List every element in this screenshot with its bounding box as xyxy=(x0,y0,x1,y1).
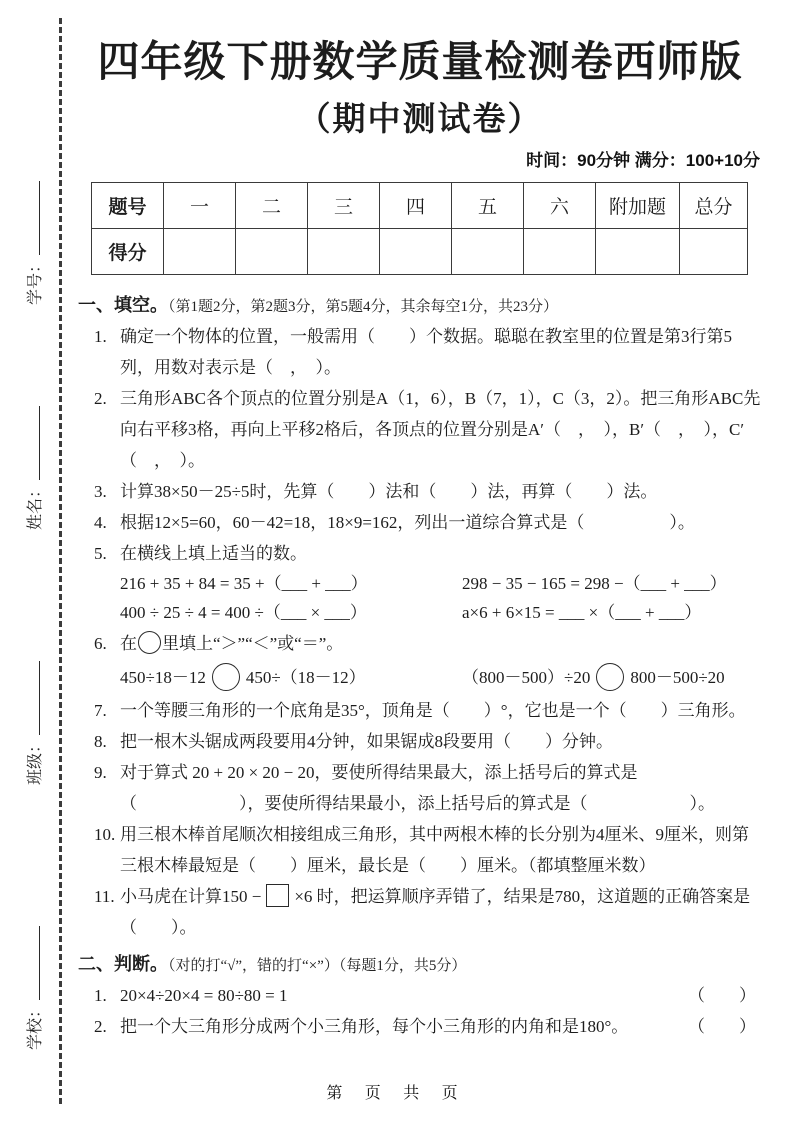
score-table xyxy=(91,182,748,275)
student-name-blank xyxy=(23,406,40,480)
question-9 xyxy=(78,757,762,819)
score-cell-empty xyxy=(680,229,748,275)
question-11 xyxy=(78,881,762,943)
seal-dashed-line xyxy=(59,18,62,1104)
page-footer: 第 页 共 页 xyxy=(326,1085,467,1102)
section-note: （第1题2分，第2题3分，第5题4分，其余每空1分，共23分） xyxy=(168,299,559,315)
question-5-equations-row2 xyxy=(78,598,762,627)
student-name-field xyxy=(22,380,48,530)
question-number: 1. xyxy=(94,327,107,346)
question-text: 用三根木棒首尾顺次相接组成三角形，其中两根木棒的长分别为4厘米、9厘米，则第三根木棒最短是（ ）厘米，最长是（ ）厘米。（都填整厘米数） xyxy=(120,825,749,875)
equation-part: 800－500÷20 xyxy=(630,668,725,687)
score-cell-empty xyxy=(596,229,680,275)
equation xyxy=(120,661,462,695)
question-number: 3. xyxy=(94,482,107,501)
equation: 298 − 35 − 165 = 298 −（___ + ___） xyxy=(462,574,727,593)
school-label: 学校： xyxy=(27,1001,44,1050)
equation-part: 450÷（18－12） xyxy=(245,668,366,687)
class-blank xyxy=(23,661,40,735)
question-text xyxy=(120,627,762,661)
question-6 xyxy=(78,627,762,661)
answer-brackets: （ ） xyxy=(688,1017,756,1036)
question-number: 11. xyxy=(94,887,115,906)
question-text-part: 在 xyxy=(120,634,137,653)
section-title: 一、填空。 xyxy=(78,295,168,315)
judge-question-1 xyxy=(78,980,762,1011)
question-10 xyxy=(78,819,762,881)
question-number: 8. xyxy=(94,732,107,751)
judge-section-heading xyxy=(78,951,762,980)
question-text xyxy=(120,881,762,943)
question-text: 把一根木头锯成两段要用4分钟，如果锯成8段要用（ ）分钟。 xyxy=(120,732,613,751)
compare-circle-icon xyxy=(596,663,624,691)
question-text-part: ×6 时，把运算顺序弄错了，结果是780，这道题的正确答案是（ ）。 xyxy=(120,887,751,937)
question-text-part: 小马虎在计算150 − xyxy=(120,887,262,906)
equation: a×6 + 6×15 = ___ ×（___ + ___） xyxy=(462,603,702,622)
score-header-cell: 附加题 xyxy=(596,183,680,229)
question-text: 三角形ABC各个顶点的位置分别是A（1，6），B（7，1），C（3，2）。把三角形ABC先向右平移3格，再向上平移2格后，各顶点的位置分别是A′（ ， ），B′（ ， ），C′（ ， ）。 xyxy=(120,389,761,470)
question-8 xyxy=(78,726,762,757)
page-title: 四年级下册数学质量检测卷西师版 xyxy=(97,38,743,85)
score-header-cell: 总分 xyxy=(680,183,748,229)
question-text: 把一个大三角形分成两个小三角形，每个小三角形的内角和是180°。 xyxy=(120,1017,629,1036)
question-7 xyxy=(78,695,762,726)
question-5-equations-row1 xyxy=(78,569,762,598)
answer-brackets: （ ） xyxy=(688,986,756,1005)
question-number: 7. xyxy=(94,701,107,720)
score-header-cell: 一 xyxy=(164,183,236,229)
judge-question-2 xyxy=(78,1011,762,1042)
score-cell-empty xyxy=(308,229,380,275)
question-text: 在横线上填上适当的数。 xyxy=(120,544,307,563)
question-5 xyxy=(78,538,762,569)
school-blank xyxy=(23,926,40,1000)
equation: 216 + 35 + 84 = 35 +（___ + ___） xyxy=(120,574,368,593)
score-table-score-row xyxy=(92,229,748,275)
question-text: 20×4÷20×4 = 80÷80 = 1 xyxy=(120,986,288,1005)
student-id-blank xyxy=(23,181,40,255)
question-number: 6. xyxy=(94,634,107,653)
equation-part: 450÷18－12 xyxy=(120,668,206,687)
equation: 400 ÷ 25 ÷ 4 = 400 ÷（___ × ___） xyxy=(120,603,367,622)
compare-circle-icon xyxy=(138,631,161,654)
question-1 xyxy=(78,321,762,383)
score-cell-empty xyxy=(380,229,452,275)
score-cell-empty xyxy=(164,229,236,275)
score-header-cell: 三 xyxy=(308,183,380,229)
score-cell-empty xyxy=(452,229,524,275)
question-6-equations-row xyxy=(78,661,762,695)
student-id-field xyxy=(22,155,48,305)
score-header-cell: 二 xyxy=(236,183,308,229)
fill-section-heading xyxy=(78,292,762,321)
compare-circle-icon xyxy=(212,663,240,691)
question-text-part: 里填上“＞”“＜”或“＝”。 xyxy=(162,634,344,653)
equation-part: （800－500）÷20 xyxy=(462,668,591,687)
score-row-label: 得分 xyxy=(92,229,164,275)
exam-content xyxy=(78,0,762,1042)
score-cell-empty xyxy=(524,229,596,275)
question-text: 对于算式 20 + 20 × 20 − 20，要使所得结果最大，添上括号后的算式是（ ），要使所得结果最小，添上括号后的算式是（ ）。 xyxy=(120,763,715,813)
score-cell-empty xyxy=(236,229,308,275)
school-field xyxy=(22,900,48,1050)
question-number: 9. xyxy=(94,763,107,782)
section-note: （对的打“√”，错的打“×”）（每题1分，共5分） xyxy=(168,958,467,974)
question-4 xyxy=(78,507,762,538)
question-number: 5. xyxy=(94,544,107,563)
question-text: 计算38×50－25÷5时，先算（ ）法和（ ）法，再算（ ）法。 xyxy=(120,482,658,501)
score-header-cell: 六 xyxy=(524,183,596,229)
question-number: 10. xyxy=(94,825,116,844)
class-field xyxy=(22,635,48,785)
question-text: 一个等腰三角形的一个底角是35°，顶角是（ ）°，它也是一个（ ）三角形。 xyxy=(120,701,746,720)
equation xyxy=(462,661,762,695)
section-title: 二、判断。 xyxy=(78,954,168,974)
page-subtitle: （期中测试卷） xyxy=(297,100,543,137)
question-3 xyxy=(78,476,762,507)
score-header-cell: 四 xyxy=(380,183,452,229)
question-text: 根据12×5=60，60－42=18，18×9=162，列出一道综合算式是（ ）。 xyxy=(120,513,695,532)
question-number: 2. xyxy=(94,389,107,408)
question-number: 1. xyxy=(94,986,107,1005)
question-2 xyxy=(78,383,762,476)
class-label: 班级： xyxy=(27,736,44,785)
blank-box-icon xyxy=(266,884,289,907)
student-id-label: 学号： xyxy=(27,256,44,305)
student-name-label: 姓名： xyxy=(27,481,44,530)
score-header-cell: 五 xyxy=(452,183,524,229)
question-text: 确定一个物体的位置，一般需用（ ）个数据。聪聪在教室里的位置是第3行第5列，用数对表示是（ ， ）。 xyxy=(120,327,732,377)
question-number: 2. xyxy=(94,1017,107,1036)
question-number: 4. xyxy=(94,513,107,532)
exam-meta: 时间：90分钟 满分：100+10分 xyxy=(526,151,760,170)
score-table-header-row xyxy=(92,183,748,229)
score-header-cell: 题号 xyxy=(92,183,164,229)
